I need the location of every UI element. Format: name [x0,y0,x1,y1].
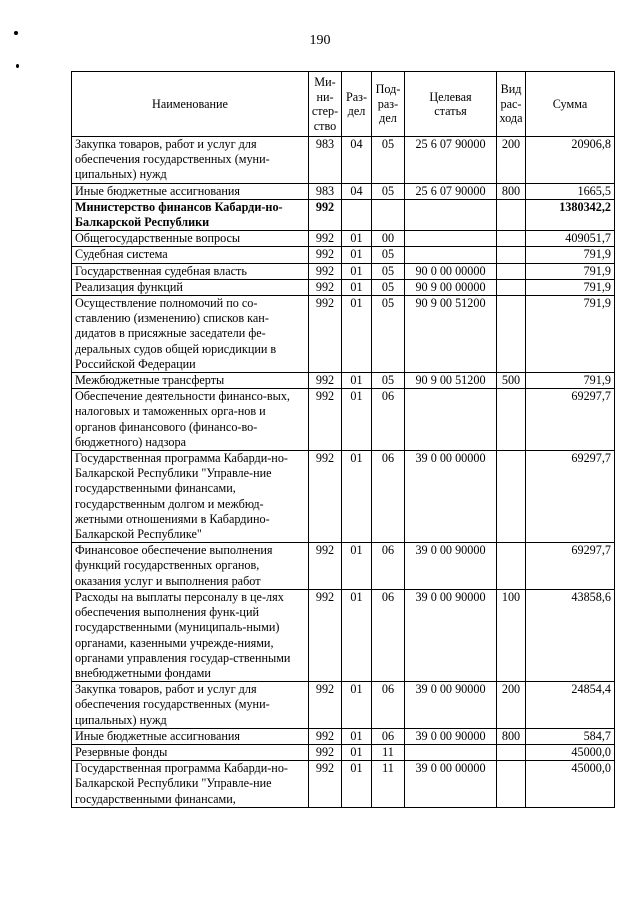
cell-subsection: 00 [372,231,405,247]
cell-subsection: 06 [372,589,405,681]
cell-subsection: 11 [372,744,405,760]
cell-name: Межбюджетные трансферты [72,373,309,389]
cell-section: 01 [342,543,372,590]
cell-target: 90 0 00 00000 [405,263,497,279]
cell-target [405,199,497,230]
cell-amount: 1380342,2 [526,199,615,230]
table-row [72,247,615,263]
cell-amount: 20906,8 [526,137,615,184]
cell-section: 01 [342,373,372,389]
cell-ministry: 992 [309,682,342,729]
cell-expense [497,263,526,279]
header-expense: Вид рас- хода [497,72,526,137]
cell-target: 39 0 00 90000 [405,589,497,681]
table-row [72,263,615,279]
cell-target: 39 0 00 90000 [405,682,497,729]
header-ministry: Ми- ни- стер- ство [309,72,342,137]
cell-name: Иные бюджетные ассигнования [72,728,309,744]
cell-name: Резервные фонды [72,744,309,760]
cell-target [405,247,497,263]
cell-name: Закупка товаров, работ и услуг для обеспечения государственных (муни-ципальных) нужд [72,682,309,729]
cell-subsection [372,199,405,230]
cell-section: 01 [342,231,372,247]
header-target: Целевая статья [405,72,497,137]
cell-expense [497,199,526,230]
cell-section: 01 [342,279,372,295]
table-row [72,279,615,295]
cell-subsection: 06 [372,543,405,590]
cell-name: Министерство финансов Кабарди-но-Балкарской Республики [72,199,309,230]
cell-name: Финансовое обеспечение выполнения функций государственных органов, оказания услуг и выполнения работ [72,543,309,590]
cell-section: 01 [342,744,372,760]
cell-expense [497,296,526,373]
cell-target: 90 9 00 00000 [405,279,497,295]
table-row [72,296,615,373]
cell-ministry: 992 [309,231,342,247]
cell-subsection: 05 [372,183,405,199]
cell-amount: 584,7 [526,728,615,744]
table-row [72,761,615,808]
margin-mark [16,64,19,68]
cell-section: 01 [342,389,372,451]
cell-amount: 69297,7 [526,543,615,590]
cell-ministry: 983 [309,183,342,199]
cell-amount: 43858,6 [526,589,615,681]
cell-expense: 200 [497,682,526,729]
cell-amount: 45000,0 [526,761,615,808]
cell-section: 01 [342,247,372,263]
cell-name: Государственная судебная власть [72,263,309,279]
cell-amount: 791,9 [526,263,615,279]
cell-amount: 791,9 [526,296,615,373]
cell-subsection: 05 [372,137,405,184]
cell-expense [497,247,526,263]
header-section: Раз- дел [342,72,372,137]
cell-expense: 200 [497,137,526,184]
cell-name: Общегосударственные вопросы [72,231,309,247]
page-number: 190 [309,33,331,48]
header-row [72,72,615,137]
cell-amount: 24854,4 [526,682,615,729]
cell-target [405,231,497,247]
cell-expense: 100 [497,589,526,681]
cell-expense [497,389,526,451]
cell-name: Государственная программа Кабарди-но-Балкарской Республики "Управле-ние государственными финансами, [72,761,309,808]
cell-amount: 791,9 [526,247,615,263]
cell-subsection: 06 [372,682,405,729]
cell-expense: 500 [497,373,526,389]
cell-amount: 791,9 [526,373,615,389]
cell-ministry: 983 [309,137,342,184]
cell-name: Судебная система [72,247,309,263]
cell-ministry: 992 [309,263,342,279]
cell-subsection: 05 [372,296,405,373]
cell-amount: 69297,7 [526,389,615,451]
table-row [72,137,615,184]
cell-amount: 69297,7 [526,451,615,543]
cell-section: 01 [342,263,372,279]
cell-expense [497,761,526,808]
cell-section: 01 [342,682,372,729]
cell-ministry: 992 [309,451,342,543]
cell-target: 39 0 00 90000 [405,728,497,744]
cell-expense [497,451,526,543]
cell-ministry: 992 [309,296,342,373]
table-row [72,373,615,389]
cell-expense: 800 [497,728,526,744]
cell-amount: 409051,7 [526,231,615,247]
cell-amount: 1665,5 [526,183,615,199]
table-row [72,728,615,744]
cell-target: 25 6 07 90000 [405,137,497,184]
cell-subsection: 05 [372,263,405,279]
cell-name: Иные бюджетные ассигнования [72,183,309,199]
cell-target: 90 9 00 51200 [405,373,497,389]
cell-subsection: 05 [372,373,405,389]
cell-name: Государственная программа Кабарди-но-Балкарской Республики "Управле-ние государственными финансами, государственным долгом и межбюд-жетными отношениями в Кабардино-Балкарской Республике" [72,451,309,543]
cell-section [342,199,372,230]
table-row [72,744,615,760]
table-row [72,589,615,681]
cell-section: 04 [342,137,372,184]
cell-ministry: 992 [309,247,342,263]
cell-amount: 45000,0 [526,744,615,760]
cell-section: 01 [342,761,372,808]
cell-ministry: 992 [309,728,342,744]
cell-target [405,389,497,451]
header-amount: Сумма [526,72,615,137]
cell-section: 01 [342,728,372,744]
cell-expense [497,744,526,760]
cell-ministry: 992 [309,279,342,295]
table-row [72,451,615,543]
table-row [72,183,615,199]
cell-ministry: 992 [309,199,342,230]
cell-name: Осуществление полномочий по со-ставлению (изменению) списков кан-дидатов в присяжные заседатели фе-деральных судов общей юрисдикции в Российской Федерации [72,296,309,373]
cell-ministry: 992 [309,373,342,389]
table-row [72,682,615,729]
cell-subsection: 06 [372,389,405,451]
cell-name: Расходы на выплаты персоналу в це-лях обеспечения выполнения функ-ций государственными (муниципаль-ными) органами, казенными учрежде-ниями, органами управления государ-ственными внебюджетными фондами [72,589,309,681]
cell-ministry: 992 [309,744,342,760]
cell-subsection: 05 [372,279,405,295]
table-body [72,137,615,808]
cell-subsection: 05 [372,247,405,263]
cell-target [405,744,497,760]
table-row [72,389,615,451]
cell-name: Обеспечение деятельности финансо-вых, налоговых и таможенных орга-нов и органов финансового (финансо-во-бюджетного) надзора [72,389,309,451]
header-subsection: Под- раз- дел [372,72,405,137]
header-name: Наименование [72,72,309,137]
budget-table [71,71,615,808]
cell-subsection: 06 [372,728,405,744]
cell-section: 01 [342,451,372,543]
cell-expense: 800 [497,183,526,199]
cell-name: Закупка товаров, работ и услуг для обеспечения государственных (муни-ципальных) нужд [72,137,309,184]
table-row [72,231,615,247]
cell-name: Реализация функций [72,279,309,295]
cell-ministry: 992 [309,761,342,808]
table-row [72,199,615,230]
margin-mark [14,31,18,35]
table-row [72,543,615,590]
cell-ministry: 992 [309,389,342,451]
cell-expense [497,231,526,247]
cell-amount: 791,9 [526,279,615,295]
cell-target: 39 0 00 90000 [405,543,497,590]
cell-section: 01 [342,589,372,681]
cell-target: 39 0 00 00000 [405,761,497,808]
cell-expense [497,543,526,590]
cell-section: 04 [342,183,372,199]
cell-expense [497,279,526,295]
cell-subsection: 11 [372,761,405,808]
cell-target: 90 9 00 51200 [405,296,497,373]
cell-target: 25 6 07 90000 [405,183,497,199]
cell-subsection: 06 [372,451,405,543]
cell-ministry: 992 [309,543,342,590]
cell-target: 39 0 00 00000 [405,451,497,543]
cell-section: 01 [342,296,372,373]
cell-ministry: 992 [309,589,342,681]
